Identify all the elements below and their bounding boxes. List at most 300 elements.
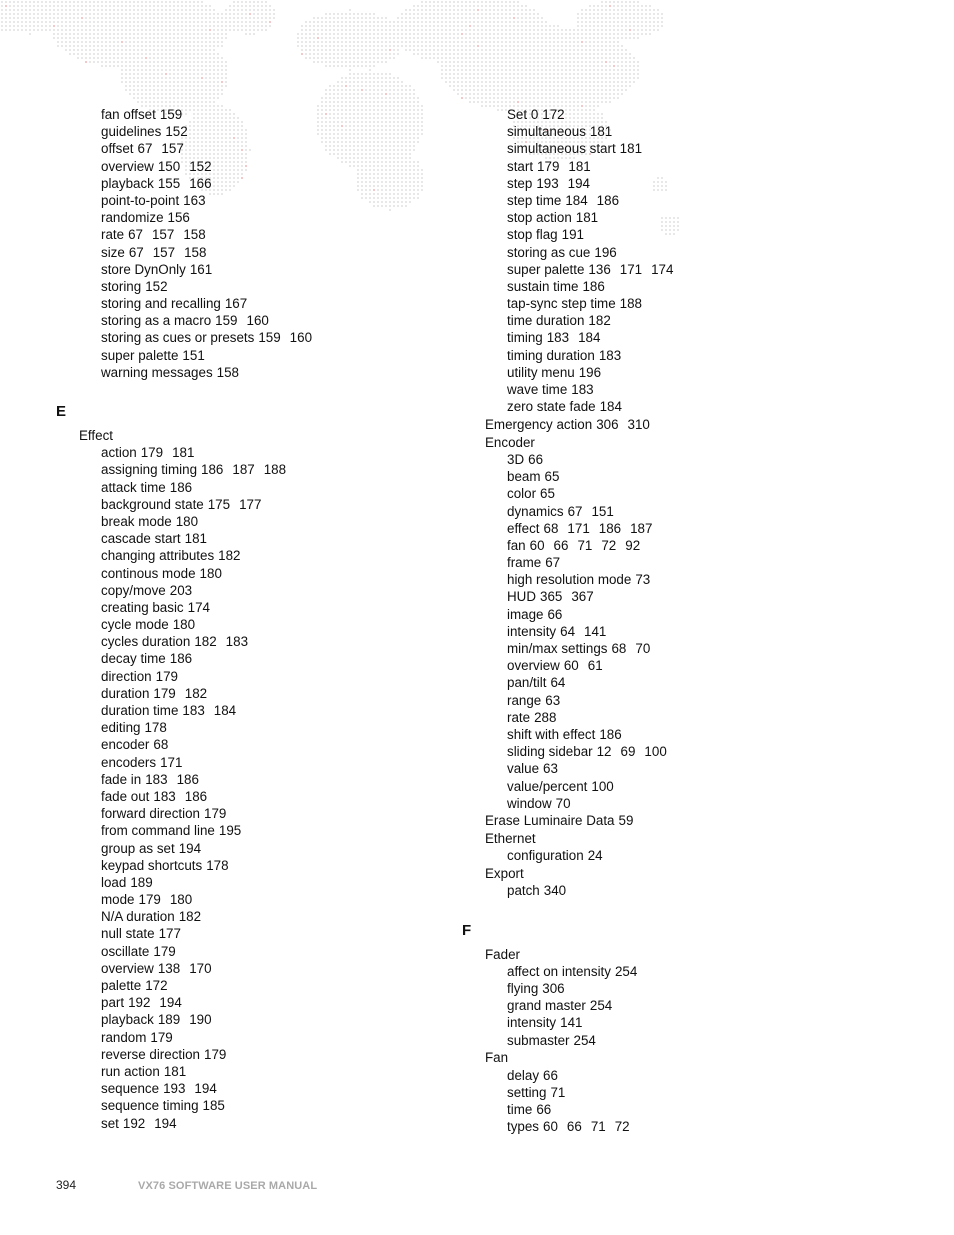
map-dot (237, 21, 239, 23)
map-dot (173, 13, 175, 15)
page-reference[interactable]: 61 (587, 658, 603, 674)
map-dot (513, 49, 515, 51)
page-reference[interactable]: 186 (176, 771, 199, 787)
page-reference[interactable]: 72 (614, 1119, 630, 1135)
map-dot (173, 81, 175, 83)
map-dot (629, 85, 631, 87)
map-dot (413, 97, 415, 99)
index-entry (56, 1046, 436, 1063)
map-dot (357, 89, 359, 91)
page-reference[interactable]: 183 (546, 330, 570, 346)
page-reference[interactable]: 160 (246, 313, 269, 329)
map-dot (329, 49, 331, 51)
page-reference[interactable]: 59 (618, 813, 634, 829)
page-reference[interactable]: 183 (182, 703, 205, 718)
map-dot (145, 13, 147, 15)
map-dot (205, 41, 207, 43)
page-reference[interactable]: 68 (611, 641, 627, 656)
map-dot (13, 5, 15, 7)
map-dot (237, 1, 239, 3)
map-dot (417, 33, 419, 35)
map-dot (29, 13, 31, 15)
page-reference[interactable]: 152 (189, 158, 212, 174)
map-dot (161, 41, 163, 43)
page-reference[interactable]: 67 (128, 227, 143, 243)
page-reference[interactable]: 12 (596, 744, 612, 760)
page-reference[interactable]: 60 (563, 658, 579, 674)
map-dot (41, 13, 43, 15)
map-dot (553, 53, 555, 55)
map-dot (117, 37, 119, 39)
page-reference[interactable]: 138 (157, 960, 181, 976)
page-reference[interactable]: 24 (587, 848, 603, 864)
map-dot (357, 49, 359, 51)
map-dot (457, 89, 459, 91)
page-reference[interactable]: 183 (153, 788, 176, 804)
page-reference[interactable]: 177 (158, 926, 181, 942)
page-reference[interactable]: 155 (157, 175, 181, 191)
map-dot (441, 5, 443, 7)
page-reference[interactable]: 177 (239, 496, 262, 512)
map-dot (521, 85, 523, 87)
page-reference[interactable]: 67 (128, 244, 144, 260)
map-dot (485, 77, 487, 79)
map-dot (461, 89, 463, 91)
map-dot (345, 21, 347, 23)
page-reference[interactable]: 179 (138, 892, 161, 908)
page-reference[interactable]: 254 (573, 1032, 596, 1048)
page-reference[interactable]: 66 (566, 1119, 582, 1135)
page-reference[interactable]: 64 (560, 623, 576, 639)
map-dot (553, 25, 555, 27)
page-reference[interactable]: 71 (550, 1084, 566, 1100)
map-dot (553, 29, 555, 31)
page-reference[interactable]: 194 (178, 840, 202, 856)
map-dot (457, 37, 459, 39)
map-dot (521, 17, 523, 19)
map-dot (205, 81, 207, 83)
map-dot (485, 69, 487, 71)
page-reference[interactable]: 189 (157, 1012, 181, 1028)
page-reference[interactable]: 179 (153, 685, 176, 701)
map-dot (621, 21, 623, 23)
map-dot (333, 97, 335, 99)
page-reference[interactable]: 161 (189, 261, 213, 277)
page-reference[interactable]: 194 (159, 995, 182, 1011)
map-dot (13, 29, 15, 31)
page-reference[interactable]: 178 (144, 720, 167, 736)
map-dot (481, 45, 483, 47)
map-dot (445, 13, 447, 15)
map-dot (173, 1, 175, 3)
page-reference[interactable]: 180 (175, 513, 199, 529)
page-reference[interactable]: 181 (163, 1063, 187, 1079)
map-dot (397, 89, 399, 91)
entry-term: decay time (101, 651, 166, 667)
page-reference[interactable]: 63 (545, 692, 561, 708)
map-dot (205, 25, 207, 27)
map-dot (585, 89, 587, 91)
map-dot (297, 41, 299, 43)
entry-term: setting (507, 1084, 547, 1100)
map-dot (365, 89, 367, 91)
page-reference[interactable]: 182 (194, 634, 217, 650)
page-reference[interactable]: 254 (614, 963, 638, 979)
page-reference[interactable]: 166 (189, 175, 212, 191)
map-dot (533, 65, 535, 67)
map-dot (429, 21, 431, 23)
page-reference[interactable]: 367 (571, 589, 594, 605)
map-dot (521, 45, 523, 47)
page-reference[interactable]: 181 (568, 158, 591, 174)
map-dot (357, 17, 359, 19)
page-reference[interactable]: 174 (651, 261, 674, 277)
index-entry (462, 106, 902, 123)
page-reference[interactable]: 186 (169, 479, 193, 495)
page-reference[interactable]: 70 (635, 641, 651, 656)
page-reference[interactable]: 195 (218, 823, 242, 839)
page-reference[interactable]: 182 (588, 313, 611, 329)
map-dot (209, 29, 211, 31)
map-dot (189, 81, 191, 83)
map-dot (405, 9, 407, 11)
map-dot (353, 61, 355, 63)
page-reference[interactable]: 196 (578, 364, 602, 380)
page-reference[interactable]: 194 (194, 1081, 217, 1097)
page-reference[interactable]: 193 (163, 1081, 186, 1097)
page-reference[interactable]: 203 (169, 582, 193, 598)
page-reference[interactable]: 152 (145, 278, 168, 294)
page-reference[interactable]: 141 (560, 1015, 583, 1031)
map-dot (129, 81, 131, 83)
page-reference[interactable]: 181 (619, 141, 643, 157)
entry-term: randomize (101, 210, 164, 226)
map-dot (113, 33, 115, 35)
map-dot (377, 41, 379, 43)
page-reference[interactable]: 179 (140, 445, 164, 461)
map-dot (445, 57, 447, 59)
page-reference[interactable]: 167 (224, 296, 248, 312)
page-reference[interactable]: 69 (620, 744, 636, 760)
page-reference[interactable]: 172 (542, 107, 565, 122)
map-dot (505, 5, 507, 7)
page-reference[interactable]: 66 (536, 1101, 552, 1117)
map-dot (169, 101, 171, 103)
page-reference[interactable]: 170 (189, 960, 212, 976)
map-dot (633, 21, 635, 23)
page-reference[interactable]: 100 (644, 744, 667, 760)
page-reference[interactable]: 92 (625, 537, 641, 553)
map-dot (597, 37, 599, 39)
map-dot (201, 37, 203, 39)
page-reference[interactable]: 157 (151, 227, 175, 243)
page-reference[interactable]: 180 (169, 892, 193, 908)
entry-term: offset (101, 141, 134, 157)
map-dot (145, 45, 147, 47)
page-reference[interactable]: 254 (589, 998, 613, 1014)
map-dot (333, 17, 335, 19)
page-reference[interactable]: 182 (184, 685, 208, 701)
page-reference[interactable]: 72 (601, 537, 617, 553)
index-entry (462, 812, 902, 829)
page-reference[interactable]: 180 (172, 617, 196, 633)
page-reference[interactable]: 179 (153, 943, 176, 959)
map-dot (129, 25, 131, 27)
map-dot (213, 89, 215, 91)
map-dot (525, 77, 527, 79)
page-reference[interactable]: 171 (567, 520, 590, 536)
page-reference[interactable]: 288 (534, 709, 557, 725)
page-reference[interactable]: 73 (635, 572, 651, 588)
page-reference[interactable]: 159 (215, 313, 238, 329)
map-dot (593, 45, 595, 47)
map-dot (365, 53, 367, 55)
page-reference[interactable]: 186 (599, 726, 622, 742)
page-reference[interactable]: 183 (598, 347, 622, 363)
map-dot (541, 73, 543, 75)
page-reference[interactable]: 67 (567, 503, 583, 519)
page-reference[interactable]: 186 (184, 788, 208, 804)
map-dot (601, 13, 603, 15)
page-reference[interactable]: 141 (584, 623, 607, 639)
page-reference[interactable]: 181 (172, 445, 195, 461)
map-dot (349, 33, 351, 35)
page-reference[interactable]: 174 (187, 599, 210, 615)
page-reference[interactable]: 71 (590, 1119, 606, 1135)
map-dot (321, 61, 323, 63)
map-dot (121, 57, 123, 59)
map-dot (29, 1, 31, 3)
page-reference[interactable]: 66 (553, 537, 569, 553)
page-reference[interactable]: 158 (216, 364, 239, 380)
page-reference[interactable]: 179 (204, 1046, 227, 1062)
page-reference[interactable]: 196 (594, 244, 617, 260)
map-dot (113, 29, 115, 31)
map-dot (125, 45, 127, 47)
map-dot (349, 29, 351, 31)
page-reference[interactable]: 194 (154, 1115, 177, 1131)
page-reference[interactable]: 187 (630, 520, 653, 536)
page-reference[interactable]: 192 (128, 995, 151, 1011)
map-dot (133, 41, 135, 43)
page-reference[interactable]: 183 (225, 634, 249, 650)
map-dot (649, 5, 651, 7)
map-dot (213, 85, 215, 87)
page-reference[interactable]: 63 (543, 761, 558, 777)
map-dot (573, 81, 575, 83)
map-dot (93, 21, 95, 23)
page-reference[interactable]: 310 (627, 416, 650, 432)
map-dot (613, 81, 615, 83)
map-dot (569, 65, 571, 67)
page-reference[interactable]: 150 (157, 158, 181, 174)
map-dot (493, 93, 495, 95)
map-dot (345, 89, 347, 91)
page-reference[interactable]: 60 (529, 537, 545, 553)
page-reference[interactable]: 186 (201, 462, 224, 478)
map-dot (89, 61, 91, 63)
page-reference[interactable]: 180 (199, 565, 222, 581)
page-reference[interactable]: 182 (218, 548, 241, 564)
map-dot (173, 9, 175, 11)
page-reference[interactable]: 71 (577, 537, 593, 553)
map-dot (321, 33, 323, 35)
map-dot (489, 69, 491, 71)
page-reference[interactable]: 158 (184, 244, 207, 260)
map-dot (221, 57, 223, 59)
page-reference[interactable]: 184 (213, 703, 237, 718)
page-reference[interactable]: 183 (145, 771, 168, 787)
page-reference[interactable]: 136 (588, 261, 611, 277)
map-dot (577, 57, 579, 59)
page-reference[interactable]: 67 (137, 141, 153, 157)
page-reference[interactable]: 159 (159, 107, 183, 122)
page-reference[interactable]: 65 (540, 486, 555, 502)
map-dot (85, 5, 87, 7)
map-dot (549, 49, 551, 51)
page-reference[interactable]: 160 (289, 330, 313, 346)
page-reference[interactable]: 156 (167, 210, 190, 226)
page-reference[interactable]: 68 (543, 520, 559, 536)
page-reference[interactable]: 188 (619, 296, 642, 312)
page-reference[interactable]: 183 (571, 382, 594, 397)
map-dot (501, 61, 503, 63)
map-dot (377, 89, 379, 91)
page-reference[interactable]: 184 (599, 399, 622, 415)
page-reference[interactable]: 163 (183, 192, 206, 208)
map-dot (565, 49, 567, 51)
page-reference[interactable]: 181 (575, 210, 599, 226)
map-dot (357, 61, 359, 63)
map-dot (345, 53, 347, 55)
map-dot (173, 61, 175, 63)
map-dot (581, 61, 583, 63)
map-dot (361, 65, 363, 67)
map-dot (597, 9, 599, 11)
index-entry (462, 416, 902, 433)
page-reference[interactable]: 100 (591, 778, 614, 794)
map-dot (385, 61, 387, 63)
page-reference[interactable]: 306 (596, 416, 619, 432)
map-dot (501, 73, 503, 75)
map-dot (469, 57, 471, 59)
entry-term: delay (507, 1067, 540, 1083)
page-reference[interactable]: 68 (153, 737, 169, 753)
map-dot (169, 13, 171, 15)
page-reference[interactable]: 175 (207, 496, 231, 512)
page-reference[interactable]: 179 (150, 1029, 173, 1045)
map-dot (5, 13, 7, 15)
page-reference[interactable]: 178 (206, 857, 229, 873)
page-reference[interactable]: 188 (263, 462, 287, 478)
page-footer (56, 1178, 317, 1192)
page-reference[interactable]: 171 (160, 754, 183, 770)
map-dot (141, 73, 143, 75)
map-dot (221, 77, 223, 79)
page-reference[interactable]: 181 (184, 531, 207, 547)
map-dot (449, 33, 451, 35)
page-reference[interactable]: 179 (155, 668, 178, 684)
page-reference[interactable]: 159 (258, 330, 281, 346)
map-dot (581, 73, 583, 75)
map-dot (617, 21, 619, 23)
page-reference[interactable]: 365 (540, 589, 563, 605)
page-reference[interactable]: 157 (161, 141, 184, 157)
page-reference[interactable]: 186 (582, 278, 605, 294)
page-reference[interactable]: 172 (145, 978, 168, 993)
page-reference[interactable]: 190 (189, 1012, 212, 1028)
page-reference[interactable]: 340 (543, 883, 567, 899)
page-reference[interactable]: 306 (542, 980, 565, 996)
page-reference[interactable]: 179 (537, 158, 560, 174)
page-reference[interactable]: 64 (550, 675, 566, 691)
page-reference[interactable]: 66 (547, 606, 563, 622)
map-dot (321, 101, 323, 103)
page-reference[interactable]: 186 (596, 192, 620, 208)
map-dot (437, 53, 439, 55)
page-reference[interactable]: 67 (545, 555, 561, 571)
map-dot (593, 9, 595, 11)
page-reference[interactable]: 186 (169, 651, 193, 667)
map-dot (373, 53, 375, 55)
map-dot (221, 29, 223, 31)
map-dot (69, 21, 71, 23)
page-reference[interactable]: 157 (152, 244, 176, 260)
map-dot (501, 9, 503, 11)
map-dot (593, 97, 595, 99)
page-reference[interactable]: 66 (528, 451, 544, 467)
map-dot (653, 17, 655, 19)
page-reference[interactable]: 179 (204, 806, 227, 822)
page-reference[interactable]: 151 (182, 347, 205, 363)
map-dot (393, 29, 395, 31)
page-reference[interactable]: 65 (544, 469, 560, 485)
map-dot (413, 37, 415, 39)
map-dot (133, 65, 135, 67)
map-dot (489, 49, 491, 51)
page-reference[interactable]: 70 (555, 795, 571, 811)
page-reference[interactable]: 184 (578, 330, 601, 346)
page-reference[interactable]: 171 (619, 261, 643, 277)
map-dot (353, 77, 355, 79)
map-dot (377, 29, 379, 31)
map-dot (401, 33, 403, 35)
page-reference[interactable]: 193 (536, 175, 559, 191)
map-dot (517, 49, 519, 51)
map-dot (101, 53, 103, 55)
page-reference[interactable]: 186 (598, 520, 622, 536)
map-dot (41, 9, 43, 11)
page-reference[interactable]: 182 (178, 909, 202, 925)
page-reference[interactable]: 151 (591, 503, 614, 519)
page-reference[interactable]: 189 (130, 874, 153, 890)
page-reference[interactable]: 187 (232, 462, 255, 478)
page-reference[interactable]: 194 (567, 175, 590, 191)
page-reference[interactable]: 158 (183, 227, 206, 243)
map-dot (549, 57, 551, 59)
map-dot (241, 29, 243, 31)
page-reference[interactable]: 152 (165, 124, 188, 140)
map-dot (113, 45, 115, 47)
page-reference[interactable]: 181 (589, 124, 613, 140)
page-reference[interactable]: 60 (543, 1119, 558, 1135)
page-reference[interactable]: 191 (561, 227, 584, 243)
page-reference[interactable]: 184 (565, 192, 588, 208)
page-reference[interactable]: 66 (543, 1067, 558, 1083)
map-dot (417, 101, 419, 103)
page-reference[interactable]: 185 (202, 1098, 225, 1114)
page-reference[interactable]: 192 (122, 1115, 146, 1131)
